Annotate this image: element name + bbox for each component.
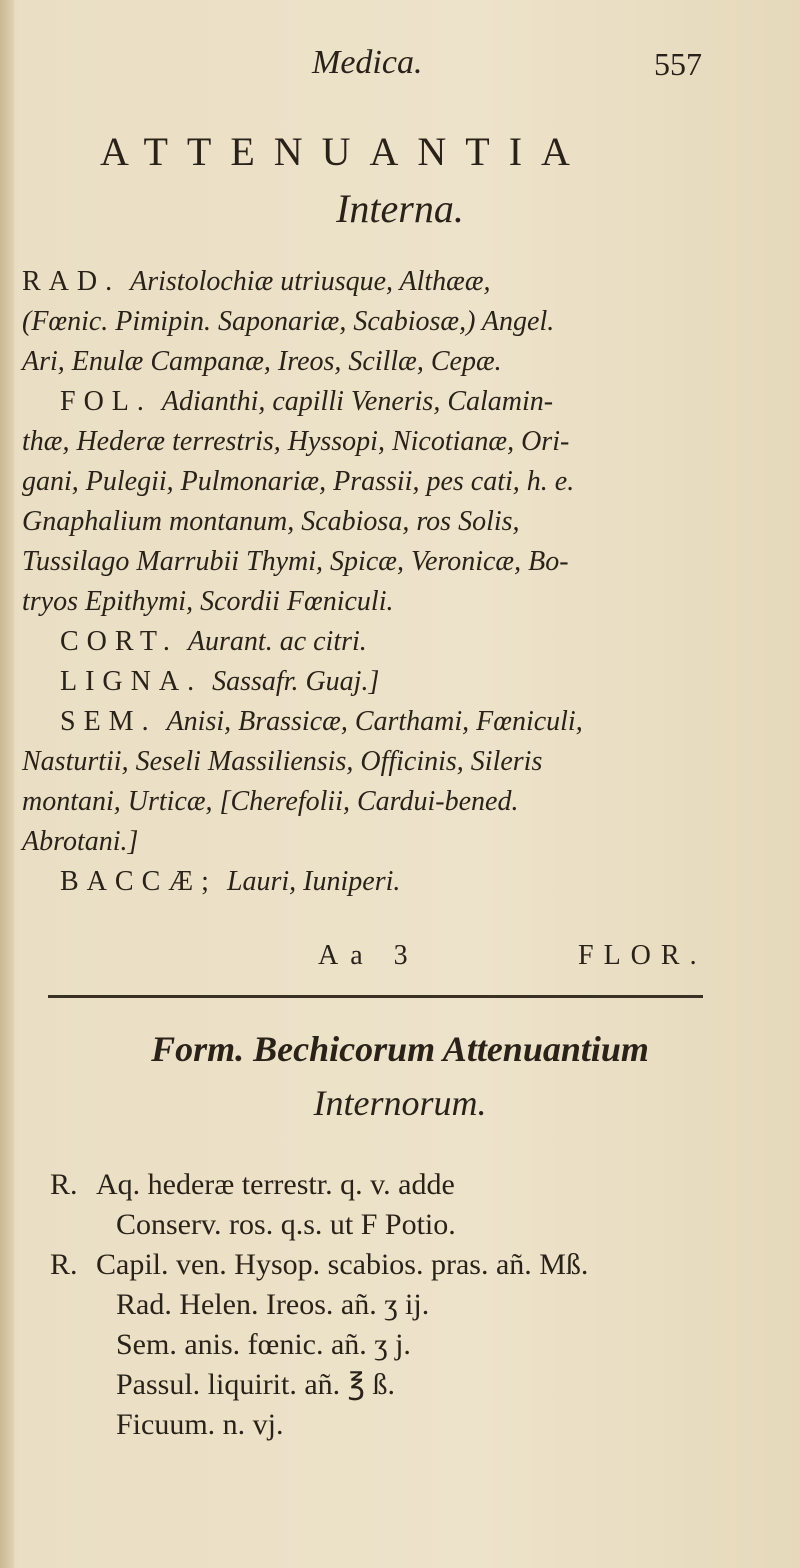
recipe-label: R. (50, 1248, 78, 1281)
list-line (22, 502, 782, 542)
entry-lead: RAD. (22, 266, 121, 297)
entry-text: Sassafr. Guaj.] (212, 666, 380, 697)
recipe-line (50, 1245, 770, 1285)
signature-mark: Aa 3 (318, 940, 420, 971)
recipe-text: Aq. hederæ terrestr. q. v. adde (96, 1168, 455, 1201)
entry-text: Adianthi, capilli Veneris, Calamin- (161, 386, 554, 417)
recipe-line (50, 1165, 770, 1205)
page-divider (48, 995, 703, 998)
formula-subtitle: Internorum. (313, 1083, 487, 1123)
materia-medica-list (22, 262, 782, 902)
recipe-line (50, 1285, 770, 1325)
recipe-text: Ficuum. n. vj. (116, 1408, 284, 1441)
list-line (22, 262, 782, 302)
recipe-text: Sem. anis. fœnic. añ. ʒ j. (116, 1328, 411, 1361)
list-line (22, 382, 782, 422)
entry-lead: SEM. (60, 706, 157, 737)
list-line (22, 622, 782, 662)
entry-lead: LIGNA. (60, 666, 203, 697)
page-number: 557 (654, 46, 702, 82)
entry-text: Aurant. ac citri. (187, 626, 367, 657)
recipe-line (50, 1405, 770, 1445)
formula-title: Form. Bechicorum Attenuantium (151, 1029, 649, 1069)
list-line (22, 662, 782, 702)
recipe-line (50, 1365, 770, 1405)
entry-text: montani, Urticæ, [Cherefolii, Cardui-bened. (22, 786, 519, 817)
section-subtitle: Interna. (336, 186, 464, 231)
entry-lead: FOL. (60, 386, 152, 417)
entry-lead: BACCÆ; (60, 866, 217, 897)
page-gutter (0, 0, 14, 1568)
list-line (22, 542, 782, 582)
recipe-list (50, 1165, 770, 1445)
list-line (22, 862, 782, 902)
entry-text: (Fœnic. Pimipin. Saponariæ, Scabiosæ,) Angel. (22, 306, 555, 337)
list-line (22, 582, 782, 622)
recipe-text: Capil. ven. Hysop. scabios. pras. añ. Mß. (96, 1248, 589, 1281)
list-line (22, 462, 782, 502)
list-line (22, 742, 782, 782)
entry-text: gani, Pulegii, Pulmonariæ, Prassii, pes cati, h. e. (22, 466, 575, 497)
recipe-line (50, 1205, 770, 1245)
section-title: ATTENUANTIA (100, 129, 589, 174)
list-line (22, 702, 782, 742)
entry-text: Abrotani.] (22, 826, 139, 857)
recipe-label: R. (50, 1168, 78, 1201)
entry-text: Anisi, Brassicæ, Carthami, Fœniculi, (166, 706, 583, 737)
page-header (0, 44, 800, 94)
list-line (22, 822, 782, 862)
list-line (22, 782, 782, 822)
recipe-text: Conserv. ros. q.s. ut F Potio. (116, 1208, 456, 1241)
recipe-text: Rad. Helen. Ireos. añ. ʒ ij. (116, 1288, 430, 1321)
running-head: Medica. (312, 44, 423, 81)
list-line (22, 302, 782, 342)
list-line (22, 342, 782, 382)
recipe-text: Passul. liquirit. añ. ℥ ß. (116, 1368, 395, 1401)
recipe-line (50, 1325, 770, 1365)
entry-text: Nasturtii, Seseli Massiliensis, Officinis, Sileris (22, 746, 543, 777)
entry-text: Lauri, Iuniperi. (226, 866, 401, 897)
page-footer (0, 940, 800, 980)
entry-text: Ari, Enulæ Campanæ, Ireos, Scillæ, Cepæ. (22, 346, 502, 377)
entry-lead: CORT. (60, 626, 178, 657)
entry-text: thæ, Hederæ terrestris, Hyssopi, Nicotianæ, Ori- (22, 426, 570, 457)
entry-text: Aristolochiæ utriusque, Althææ, (130, 266, 491, 297)
entry-text: Tussilago Marrubii Thymi, Spicæ, Veronicæ, Bo- (22, 546, 569, 577)
catchword: FLOR. (578, 940, 707, 971)
list-line (22, 422, 782, 462)
entry-text: Gnaphalium montanum, Scabiosa, ros Solis, (22, 506, 520, 537)
entry-text: tryos Epithymi, Scordii Fœniculi. (22, 586, 394, 617)
